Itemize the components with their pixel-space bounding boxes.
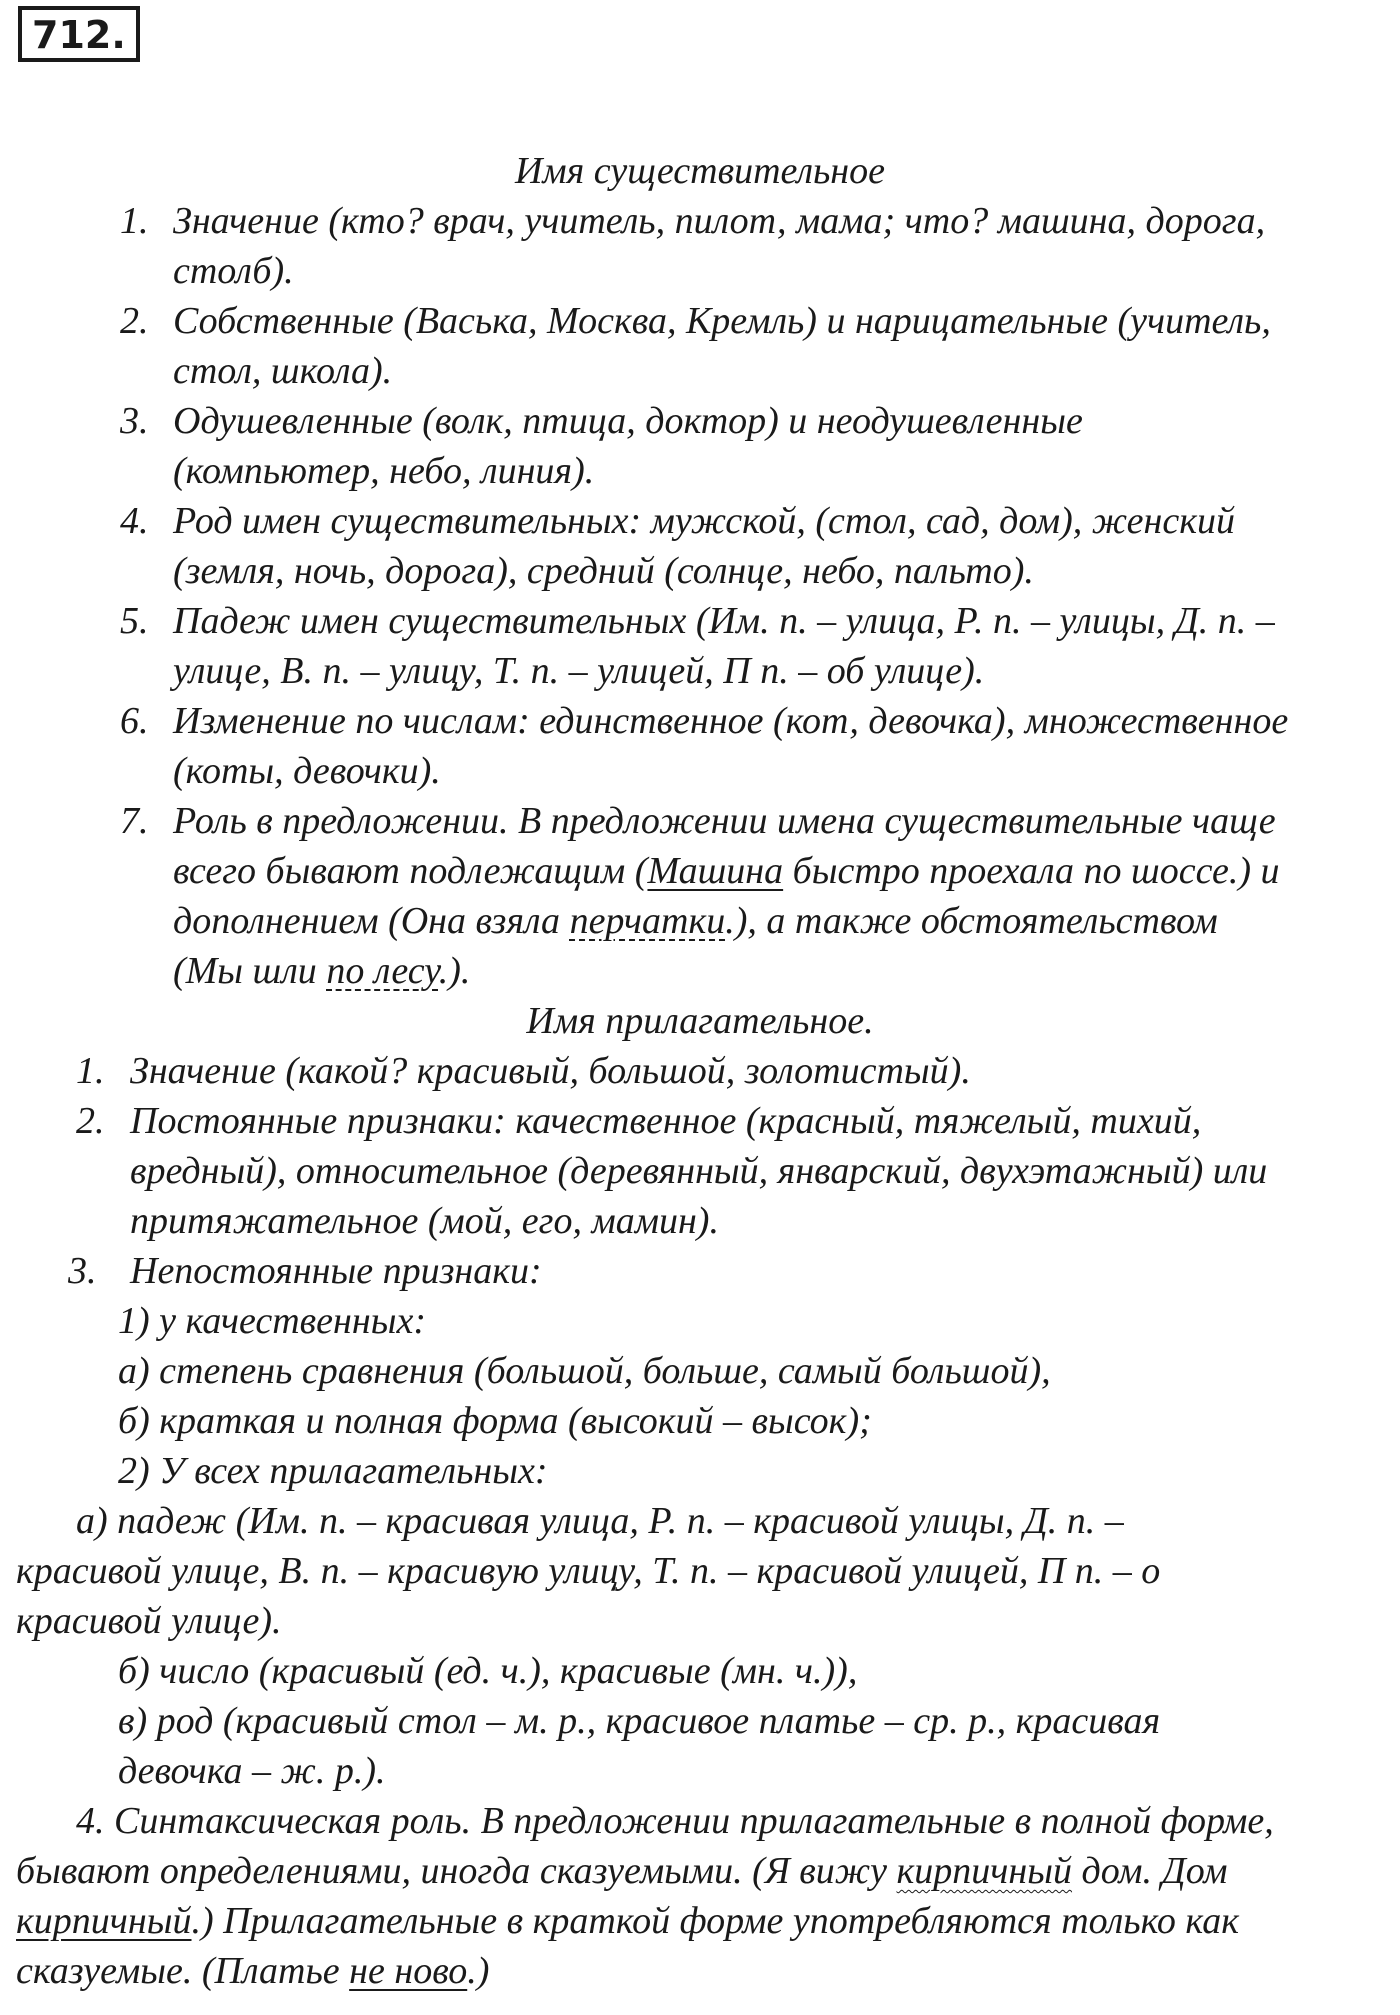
item-number: 1. bbox=[120, 200, 149, 242]
adverbial-underlined: по лесу bbox=[326, 950, 439, 992]
noun-item-1-line-1 bbox=[0, 196, 1400, 246]
document-body bbox=[0, 146, 1400, 1996]
text-segment: .) bbox=[467, 1950, 490, 1992]
item-number: 4. bbox=[120, 500, 149, 542]
item-text: вредный), относительное (деревянный, январский, двухэтажный) или bbox=[130, 1150, 1268, 1192]
attribute-underlined: кирпичный bbox=[896, 1850, 1073, 1892]
text-segment: всего бывают подлежащим ( bbox=[173, 850, 648, 892]
adj-item-2-line-2 bbox=[0, 1146, 1400, 1196]
noun-item-2-line-2 bbox=[0, 346, 1400, 396]
item-text: (земля, ночь, дорога), средний (солнце, небо, пальто). bbox=[173, 550, 1034, 592]
noun-item-1-line-2 bbox=[0, 246, 1400, 296]
noun-item-5-line-2 bbox=[0, 646, 1400, 696]
text-segment: дополнением (Она взяла bbox=[173, 900, 570, 942]
item-text: Падеж имен существительных (Им. п. – улица, Р. п. – улицы, Д. п. – bbox=[173, 600, 1275, 642]
text-segment: (Мы шли bbox=[173, 950, 327, 992]
noun-item-5-line-1 bbox=[0, 596, 1400, 646]
text-segment: .) Прилагательные в краткой форме употребляются только как bbox=[191, 1900, 1240, 1942]
adj-item-4-line-1 bbox=[0, 1796, 1400, 1846]
item-text: а) степень сравнения (большой, больше, самый большой), bbox=[118, 1350, 1051, 1392]
item-text: улице, В. п. – улицу, Т. п. – улицей, П п. – об улице). bbox=[173, 650, 985, 692]
adj-sub-2a-line-3 bbox=[0, 1596, 1400, 1646]
adj-sub-2 bbox=[0, 1446, 1400, 1496]
text-segment: бывают определениями, иногда сказуемыми. (Я вижу bbox=[16, 1850, 897, 1892]
adj-sub-2a-line-2 bbox=[0, 1546, 1400, 1596]
item-text: в) род (красивый стол – м. р., красивое платье – ср. р., красивая bbox=[118, 1700, 1161, 1742]
noun-item-4-line-1 bbox=[0, 496, 1400, 546]
item-text: Непостоянные признаки: bbox=[130, 1250, 542, 1292]
adj-sub-2a-line-1 bbox=[0, 1496, 1400, 1546]
item-text: притяжательное (мой, его, мамин). bbox=[130, 1200, 719, 1242]
noun-item-2-line-1 bbox=[0, 296, 1400, 346]
item-text: 1) у качественных: bbox=[118, 1300, 426, 1342]
item-text: красивой улице). bbox=[16, 1600, 282, 1642]
predicate-underlined: не ново bbox=[349, 1950, 468, 1992]
noun-item-3-line-1 bbox=[0, 396, 1400, 446]
item-text: б) краткая и полная форма (высокий – высок); bbox=[118, 1400, 872, 1442]
adj-item-1 bbox=[0, 1046, 1400, 1096]
noun-item-6-line-2 bbox=[0, 746, 1400, 796]
item-text bbox=[173, 946, 470, 996]
adj-item-3 bbox=[0, 1246, 1400, 1296]
noun-section-title: Имя существительное bbox=[514, 150, 886, 192]
noun-item-7-line-2 bbox=[0, 846, 1400, 896]
adj-sub-2c-line-2 bbox=[0, 1746, 1400, 1796]
adj-section-title: Имя прилагательное. bbox=[526, 1000, 874, 1042]
item-text bbox=[16, 1946, 489, 1996]
item-text: б) число (красивый (ед. ч.), красивые (мн. ч.)), bbox=[118, 1650, 858, 1692]
adj-item-4-line-3 bbox=[0, 1896, 1400, 1946]
item-text: 2) У всех прилагательных: bbox=[118, 1450, 548, 1492]
item-text: девочка – ж. р.). bbox=[118, 1750, 386, 1792]
item-text: столб). bbox=[173, 250, 294, 292]
item-text: (коты, девочки). bbox=[173, 750, 441, 792]
item-text bbox=[173, 896, 1218, 946]
item-number: 5. bbox=[120, 600, 149, 642]
noun-item-7-line-3 bbox=[0, 896, 1400, 946]
item-text: Постоянные признаки: качественное (красный, тяжелый, тихий, bbox=[130, 1100, 1202, 1142]
item-text: стол, школа). bbox=[173, 350, 393, 392]
item-text bbox=[173, 846, 1279, 896]
noun-item-3-line-2 bbox=[0, 446, 1400, 496]
noun-item-4-line-2 bbox=[0, 546, 1400, 596]
text-segment: .), а также обстоятельством bbox=[725, 900, 1218, 942]
item-text: а) падеж (Им. п. – красивая улица, Р. п. – красивой улицы, Д. п. – bbox=[76, 1500, 1124, 1542]
item-text: Значение (какой? красивый, большой, золотистый). bbox=[130, 1050, 971, 1092]
adj-item-4-line-2 bbox=[0, 1846, 1400, 1896]
item-text: Роль в предложении. В предложении имена существительные чаще bbox=[173, 800, 1276, 842]
item-text: (компьютер, небо, линия). bbox=[173, 450, 595, 492]
item-text: Собственные (Васька, Москва, Кремль) и нарицательные (учитель, bbox=[173, 300, 1271, 342]
exercise-number: 712. bbox=[18, 6, 140, 62]
adj-sub-2c-line-1 bbox=[0, 1696, 1400, 1746]
item-number: 7. bbox=[120, 800, 149, 842]
item-text: Одушевленные (волк, птица, доктор) и неодушевленные bbox=[173, 400, 1083, 442]
noun-item-6-line-1 bbox=[0, 696, 1400, 746]
item-text bbox=[16, 1846, 1228, 1896]
item-text: красивой улице, В. п. – красивую улицу, Т. п. – красивой улицей, П п. – о bbox=[16, 1550, 1161, 1592]
adj-item-2-line-1 bbox=[0, 1096, 1400, 1146]
item-number: 1. bbox=[76, 1050, 105, 1092]
item-text: Значение (кто? врач, учитель, пилот, мама; что? машина, дорога, bbox=[173, 200, 1266, 242]
text-segment: дом. Дом bbox=[1072, 1850, 1228, 1892]
item-text: Изменение по числам: единственное (кот, девочка), множественное bbox=[173, 700, 1289, 742]
text-segment: сказуемые. (Платье bbox=[16, 1950, 350, 1992]
item-number: 2. bbox=[76, 1100, 105, 1142]
item-text: 4. Синтаксическая роль. В предложении прилагательные в полной форме, bbox=[76, 1800, 1274, 1842]
adj-item-2-line-3 bbox=[0, 1196, 1400, 1246]
object-underlined: перчатки bbox=[569, 900, 726, 942]
item-text bbox=[16, 1896, 1239, 1946]
adj-item-4-line-4 bbox=[0, 1946, 1400, 1996]
item-number: 2. bbox=[120, 300, 149, 342]
text-segment: .). bbox=[438, 950, 471, 992]
adj-sub-1 bbox=[0, 1296, 1400, 1346]
adj-sub-1a bbox=[0, 1346, 1400, 1396]
adj-sub-2b bbox=[0, 1646, 1400, 1696]
item-number: 3. bbox=[68, 1250, 97, 1292]
noun-item-7-line-1 bbox=[0, 796, 1400, 846]
predicate-underlined: кирпичный bbox=[16, 1900, 192, 1942]
item-number: 3. bbox=[120, 400, 149, 442]
text-segment: быстро проехала по шоссе.) и bbox=[783, 850, 1280, 892]
noun-item-7-line-4 bbox=[0, 946, 1400, 996]
item-text: Род имен существительных: мужской, (стол, сад, дом), женский bbox=[173, 500, 1235, 542]
item-number: 6. bbox=[120, 700, 149, 742]
adj-sub-1b bbox=[0, 1396, 1400, 1446]
subject-underlined: Машина bbox=[647, 850, 784, 892]
